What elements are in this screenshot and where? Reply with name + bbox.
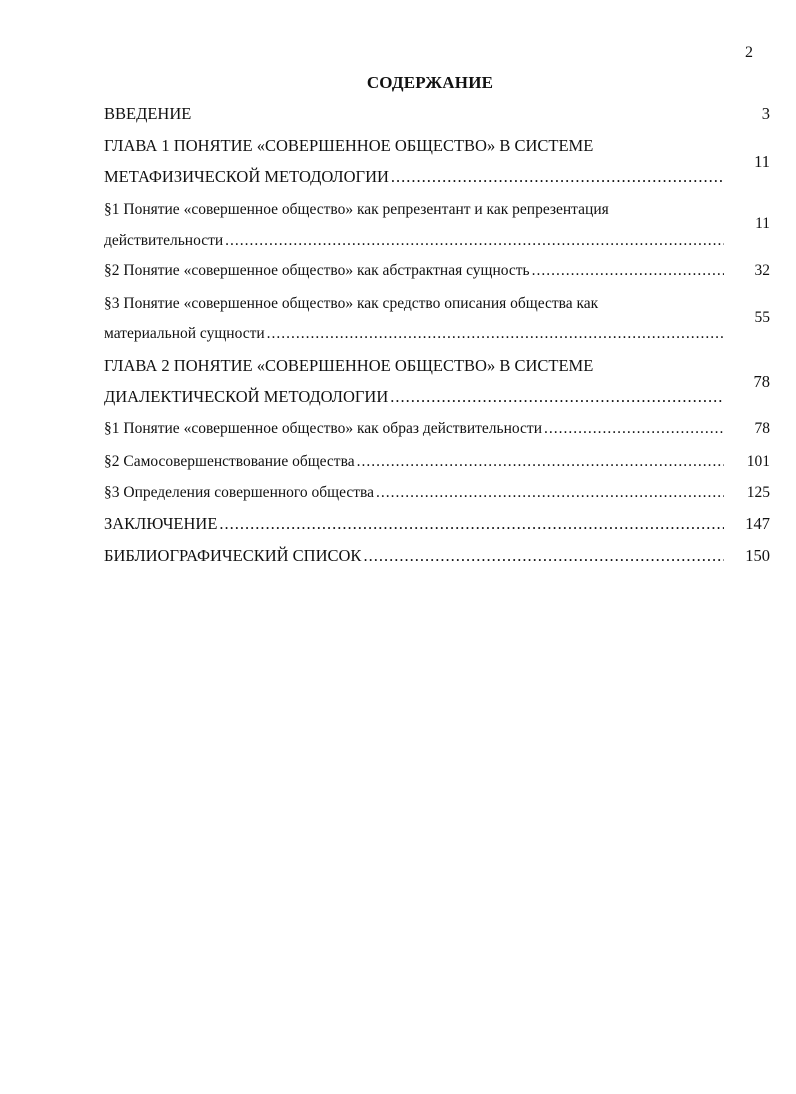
toc-entry-text: ВВЕДЕНИЕ: [104, 104, 192, 123]
toc-entry-page: 3: [761, 104, 770, 123]
toc-entry-page: 11: [754, 152, 770, 171]
toc-entry-text: ДИАЛЕКТИЧЕСКОЙ МЕТОДОЛОГИИ .....: [104, 387, 724, 407]
toc-entry-text: §2 Понятие «совершенное общество» как абстрактная сущность .....: [104, 262, 724, 280]
toc-entry-text: действительности .....: [104, 232, 724, 250]
page-number: 2: [745, 44, 753, 61]
toc-entry-page: 78: [754, 420, 770, 437]
toc-entry-text: ЗАКЛЮЧЕНИЕ .....: [104, 514, 724, 534]
toc-entry-text: §2 Самосовершенствование общества .....: [104, 453, 724, 471]
toc-entry-text: МЕТАФИЗИЧЕСКОЙ МЕТОДОЛОГИИ .....: [104, 167, 724, 187]
toc-entry-page: 55: [754, 309, 770, 326]
toc-entry-text: ГЛАВА 2 ПОНЯТИЕ «СОВЕРШЕННОЕ ОБЩЕСТВО» В СИСТЕМЕ: [104, 356, 594, 375]
toc-entry-page: 101: [746, 453, 770, 470]
toc-entry-text: БИБЛИОГРАФИЧЕСКИЙ СПИСОК .....: [104, 546, 724, 566]
toc-entry-page: 150: [745, 546, 770, 565]
toc-entry-page: 11: [755, 215, 770, 232]
toc-entry-text: ГЛАВА 1 ПОНЯТИЕ «СОВЕРШЕННОЕ ОБЩЕСТВО» В СИСТЕМЕ: [104, 136, 594, 155]
toc-entry-text: §3 Определения совершенного общества .....: [104, 484, 724, 502]
toc-entry-page: 147: [745, 514, 770, 533]
toc-entry-text: §3 Понятие «совершенное общество» как средство описания общества как: [104, 295, 599, 312]
toc-entry-page: 78: [753, 372, 770, 391]
toc-entry-text: §1 Понятие «совершенное общество» как репрезентант и как репрезентация: [104, 201, 609, 218]
toc-entry-page: 125: [746, 484, 770, 501]
toc-entry-text: материальной сущности .....: [104, 325, 724, 343]
toc-title: СОДЕРЖАНИЕ: [366, 73, 494, 92]
toc-entry-page: 32: [754, 262, 770, 279]
toc-entry-text: §1 Понятие «совершенное общество» как образ действительности .....: [104, 420, 724, 438]
